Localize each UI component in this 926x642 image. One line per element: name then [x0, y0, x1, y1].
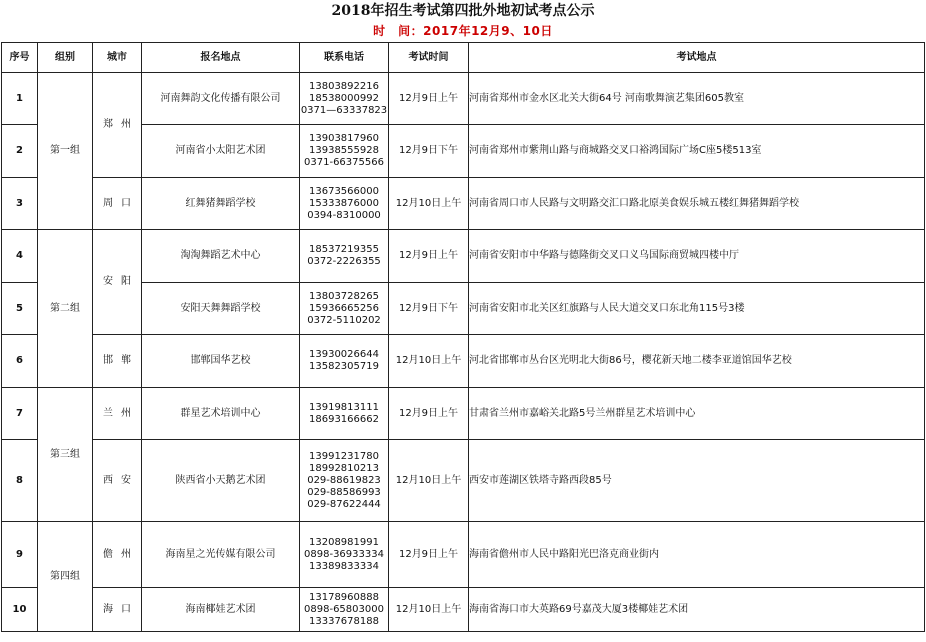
cell-phone — [300, 178, 389, 230]
table-row — [2, 388, 925, 440]
cell-no: 1 — [2, 73, 38, 125]
cell-group: 第二组 — [38, 230, 93, 388]
cell-org: 河南省小太阳艺术团 — [142, 125, 300, 178]
cell-no: 2 — [2, 125, 38, 178]
cell-phone — [300, 440, 389, 522]
cell-location: 海南省儋州市人民中路阳光巴洛克商业街内 — [469, 522, 925, 588]
cell-group: 第四组 — [38, 522, 93, 632]
cell-group: 第一组 — [38, 73, 93, 230]
cell-time: 12月10日上午 — [389, 178, 469, 230]
cell-group: 第三组 — [38, 388, 93, 522]
phone-number: 0372-5110202 — [307, 314, 381, 326]
city-label: 邯郸 — [103, 355, 139, 366]
cell-no: 6 — [2, 335, 38, 388]
header-time: 考试时间 — [389, 43, 469, 73]
cell-city — [93, 588, 142, 632]
cell-city — [93, 178, 142, 230]
cell-location: 河南省周口市人民路与文明路交汇口路北原美食娱乐城五楼红舞猪舞蹈学校 — [469, 178, 925, 230]
cell-location: 河南省安阳市中华路与德隆街交叉口义乌国际商贸城四楼中厅 — [469, 230, 925, 283]
phone-number: 13178960888 — [309, 591, 379, 603]
table-row — [2, 178, 925, 230]
cell-time: 12月9日下午 — [389, 125, 469, 178]
phone-number: 0394-8310000 — [307, 209, 381, 221]
cell-time: 12月10日上午 — [389, 440, 469, 522]
phone-number: 029-87622444 — [307, 498, 381, 510]
cell-phone — [300, 388, 389, 440]
phone-number: 15333876000 — [309, 197, 379, 209]
phone-number: 13582305719 — [309, 361, 379, 372]
phone-number: 13903817960 — [309, 133, 379, 144]
phone-number: 13208981991 — [309, 536, 379, 548]
phone-number: 029-88586993 — [307, 486, 381, 498]
phone-number: 0371—63337823 — [300, 104, 388, 116]
header-location: 考试地点 — [469, 43, 925, 73]
exam-date-subtitle: 时 间：2017年12月9、10日 — [373, 24, 553, 38]
page-title: 2018年招生考试第四批外地初试考点公示 — [331, 3, 595, 19]
cell-phone — [300, 335, 389, 388]
city-label: 儋州 — [103, 548, 139, 560]
city-label: 郑州 — [103, 119, 139, 130]
cell-phone — [300, 230, 389, 283]
cell-time: 12月9日上午 — [389, 522, 469, 588]
cell-city — [93, 335, 142, 388]
cell-no: 9 — [2, 522, 38, 588]
city-label: 兰州 — [103, 407, 139, 419]
cell-no: 7 — [2, 388, 38, 440]
header-org: 报名地点 — [142, 43, 300, 73]
cell-org: 陕西省小天鹅艺术团 — [142, 440, 300, 522]
cell-location: 河南省安阳市北关区红旗路与人民大道交叉口东北角115号3楼 — [469, 283, 925, 335]
cell-org: 海南星之光传媒有限公司 — [142, 522, 300, 588]
cell-phone — [300, 588, 389, 632]
phone-number: 13337678188 — [309, 615, 379, 627]
cell-org: 河南舞韵文化传播有限公司 — [142, 73, 300, 125]
city-label: 海口 — [103, 603, 139, 615]
exam-venue-table — [1, 42, 925, 632]
cell-phone — [300, 283, 389, 335]
cell-city — [93, 440, 142, 522]
cell-location: 河南省郑州市金水区北关大街64号 河南歌舞演艺集团605教室 — [469, 73, 925, 125]
cell-time: 12月10日上午 — [389, 588, 469, 632]
phone-number: 13803728265 — [309, 290, 379, 302]
phone-number: 18693166662 — [309, 413, 379, 425]
cell-no: 5 — [2, 283, 38, 335]
cell-location: 西安市莲湖区铁塔寺路西段85号 — [469, 440, 925, 522]
table-row — [2, 588, 925, 632]
cell-city — [93, 522, 142, 588]
cell-org: 红舞猪舞蹈学校 — [142, 178, 300, 230]
cell-no: 8 — [2, 440, 38, 522]
city-label: 西安 — [103, 474, 139, 486]
cell-time: 12月9日下午 — [389, 283, 469, 335]
phone-number: 0898-65803000 — [304, 603, 384, 615]
cell-phone — [300, 73, 389, 125]
phone-number: 18538000992 — [309, 92, 379, 104]
cell-city — [93, 388, 142, 440]
table-header-row — [2, 43, 925, 73]
cell-no: 10 — [2, 588, 38, 632]
cell-phone — [300, 522, 389, 588]
header-group: 组别 — [38, 43, 93, 73]
cell-time: 12月9日上午 — [389, 388, 469, 440]
phone-number: 0372-2226355 — [307, 256, 381, 267]
header-phone: 联系电话 — [300, 43, 389, 73]
phone-number: 13938555928 — [309, 145, 379, 156]
phone-number: 13803892216 — [309, 80, 379, 92]
phone-number: 029-88619823 — [307, 474, 381, 486]
cell-location: 海南省海口市大英路69号嘉茂大厦3楼椰娃艺术团 — [469, 588, 925, 632]
table-row — [2, 440, 925, 522]
cell-no: 3 — [2, 178, 38, 230]
table-row — [2, 335, 925, 388]
cell-time: 12月10日上午 — [389, 335, 469, 388]
cell-org: 淘淘舞蹈艺术中心 — [142, 230, 300, 283]
cell-org: 群星艺术培训中心 — [142, 388, 300, 440]
phone-number: 18537219355 — [309, 244, 379, 255]
cell-no: 4 — [2, 230, 38, 283]
phone-number: 13673566000 — [309, 185, 379, 197]
city-label: 安阳 — [103, 276, 139, 287]
cell-time: 12月9日上午 — [389, 230, 469, 283]
phone-number: 0371-66375566 — [304, 157, 384, 168]
cell-org: 邯郸国华艺校 — [142, 335, 300, 388]
cell-org: 海南椰娃艺术团 — [142, 588, 300, 632]
city-label: 周口 — [103, 197, 139, 209]
phone-number: 13919813111 — [309, 401, 379, 413]
phone-number: 13389833334 — [309, 560, 379, 572]
cell-city — [93, 73, 142, 178]
cell-org: 安阳天舞舞蹈学校 — [142, 283, 300, 335]
table-row — [2, 522, 925, 588]
phone-number: 13930026644 — [309, 349, 379, 360]
table-row — [2, 230, 925, 283]
header-city: 城市 — [93, 43, 142, 73]
phone-number: 13991231780 — [309, 450, 379, 462]
cell-phone — [300, 125, 389, 178]
cell-location: 河北省邯郸市丛台区光明北大街86号，樱花新天地二楼李亚道馆国华艺校 — [469, 335, 925, 388]
phone-number: 0898-36933334 — [304, 548, 384, 560]
cell-location: 河南省郑州市紫荆山路与商城路交叉口裕鸿国际广场C座5楼513室 — [469, 125, 925, 178]
cell-time: 12月9日上午 — [389, 73, 469, 125]
header-no: 序号 — [2, 43, 38, 73]
cell-city — [93, 230, 142, 335]
phone-number: 15936665256 — [309, 302, 379, 314]
table-row — [2, 73, 925, 125]
phone-number: 18992810213 — [309, 462, 379, 474]
cell-location: 甘肃省兰州市嘉峪关北路5号兰州群星艺术培训中心 — [469, 388, 925, 440]
